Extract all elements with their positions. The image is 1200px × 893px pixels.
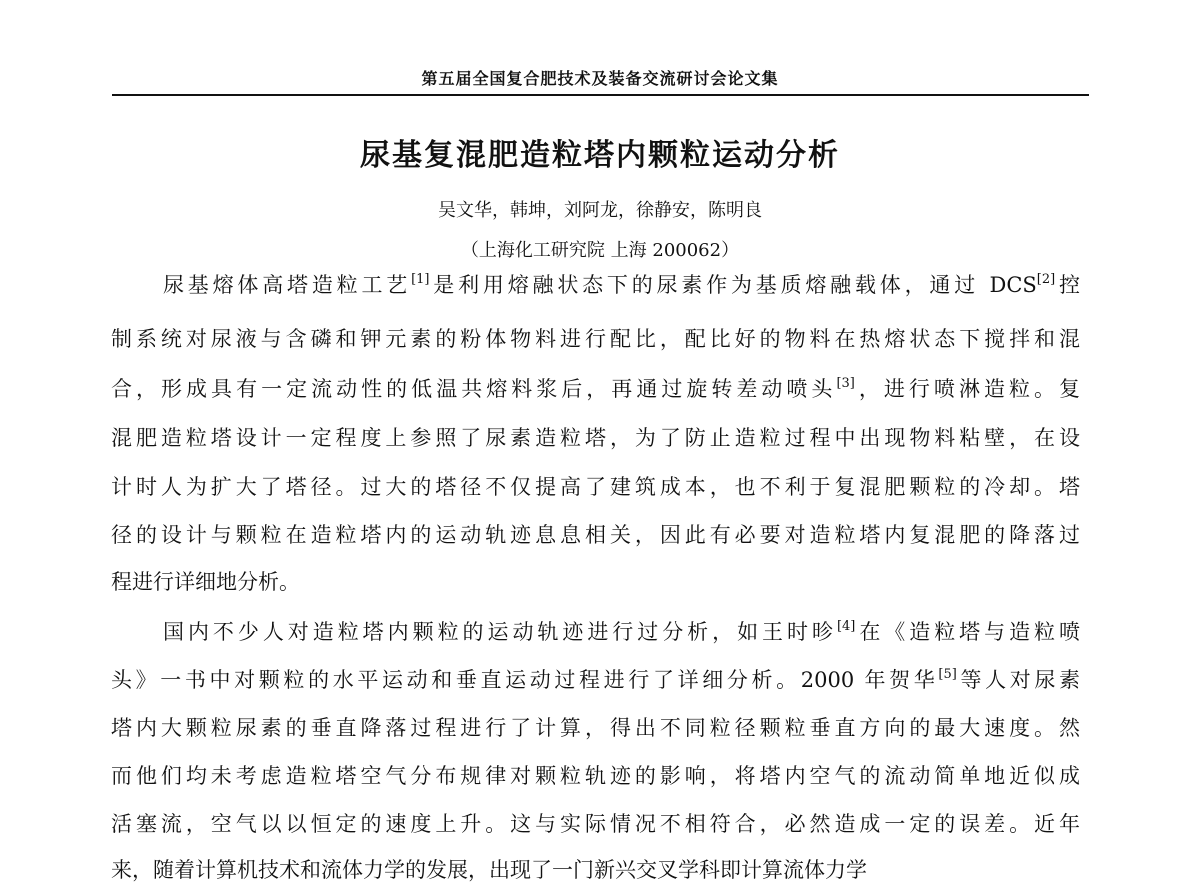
citation-2: [2]	[1036, 272, 1056, 287]
paragraph-1-line-2: 制系统对尿液与含磷和钾元素的粉体物料进行配比，配比好的物料在热熔状态下搅拌和混	[111, 327, 1080, 351]
citation-4: [4]	[836, 619, 856, 634]
paragraph-1-line-3: 合，形成具有一定流动性的低温共熔料浆后，再通过旋转差动喷头[3]，进行喷淋造粒。复	[111, 376, 1080, 401]
running-header: 第五届全国复合肥技术及装备交流研讨会论文集	[421, 69, 779, 88]
paragraph-2-line-6: 来，随着计算机技术和流体力学的发展，出现了一门新兴交叉学科即计算流体力学	[111, 858, 867, 882]
paragraph-1-line-7: 程进行详细地分析。	[111, 570, 300, 594]
citation-1: [1]	[411, 272, 430, 287]
citation-3: [3]	[836, 376, 855, 391]
paragraph-1-line-5: 计时人为扩大了塔径。过大的塔径不仅提高了建筑成本，也不利于复混肥颗粒的冷却。塔	[111, 475, 1080, 499]
paragraph-2-line-4: 而他们均未考虑造粒塔空气分布规律对颗粒轨迹的影响，将塔内空气的流动简单地近似成	[111, 764, 1080, 788]
paragraph-1-line-6: 径的设计与颗粒在造粒塔内的运动轨迹息息相关，因此有必要对造粒塔内复混肥的降落过	[111, 523, 1080, 547]
paragraph-1-line-4: 混肥造粒塔设计一定程度上参照了尿素造粒塔，为了防止造粒过程中出现物料粘壁，在设	[111, 426, 1080, 450]
paragraph-2-line-3: 塔内大颗粒尿素的垂直降落过程进行了计算，得出不同粒径颗粒垂直方向的最大速度。然	[111, 716, 1080, 740]
citation-5: [5]	[938, 667, 957, 682]
paragraph-2-line-5: 活塞流，空气以以恒定的速度上升。这与实际情况不相符合，必然造成一定的误差。近年	[111, 812, 1080, 836]
affiliation: （上海化工研究院 上海 200062）	[460, 240, 740, 261]
authors: 吴文华，韩坤，刘阿龙，徐静安，陈明良	[438, 200, 762, 221]
header-rule	[112, 94, 1089, 96]
paragraph-2-line-2: 头》一书中对颗粒的水平运动和垂直运动过程进行了详细分析。2000 年贺华[5]等人对尿素	[111, 667, 1080, 692]
paragraph-1-line-1: 尿基熔体高塔造粒工艺[1]是利用熔融状态下的尿素作为基质熔融载体，通过 DCS[2]控	[163, 272, 1080, 297]
paragraph-2-line-1: 国内不少人对造粒塔内颗粒的运动轨迹进行过分析，如王时昣[4]在《造粒塔与造粒喷	[163, 619, 1080, 644]
paper-title: 尿基复混肥造粒塔内颗粒运动分析	[360, 138, 840, 173]
